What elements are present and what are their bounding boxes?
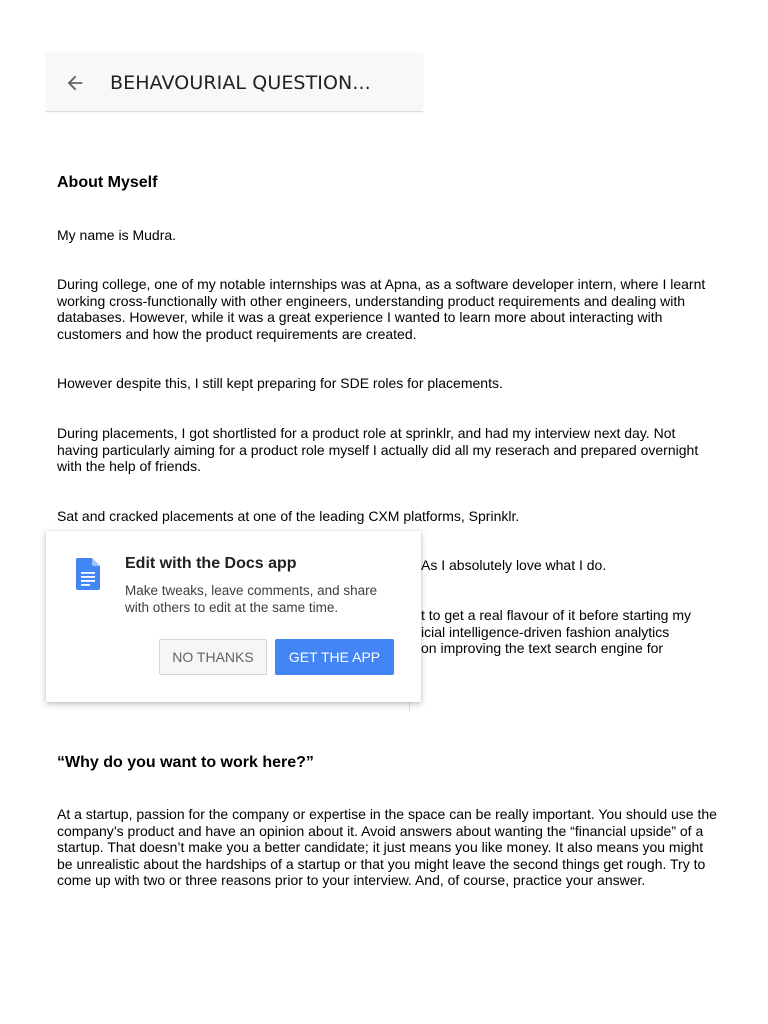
paragraph: Sat and cracked placements at one of the leading CXM platforms, Sprinklr. — [57, 508, 520, 524]
no-thanks-button[interactable]: NO THANKS — [159, 639, 267, 675]
paragraph-partial-line: t to get a real flavour of it before starting my — [421, 607, 692, 623]
paragraph: At a startup, passion for the company or expertise in the space can be really important. You should use the company’s product and have an opinion about it. Avoid answers about wanting the “financial upside” of a startup. That doesn’t make you a better candidate; it just means you like money. It also means you might be unrealistic about the hardships of a startup or that you might leave the second things get rough. Try to come up with two or three reasons prior to your interview. And, of course, practice your answer. — [57, 806, 717, 888]
paragraph-partial: As I absolutely love what I do. — [421, 557, 607, 573]
paragraph: However despite this, I still kept preparing for SDE roles for placements. — [57, 375, 503, 391]
paragraph: During placements, I got shortlisted for a product role at sprinklr, and had my interview next day. Not having particularly aiming for a product role myself I actually did all my reserach and prepared overnight with the help of friends. — [57, 425, 699, 474]
paragraph: During college, one of my notable internships was at Apna, as a software developer intern, where I learnt working cross-functionally with other engineers, understanding product requirements and dealing with databases. However, while it was a great experience I wanted to learn more about interacting with customers and how the product requirements are created. — [57, 276, 706, 342]
back-arrow-icon[interactable] — [64, 72, 86, 94]
promo-description: Make tweaks, leave comments, and share with others to edit at the same time. — [125, 583, 378, 615]
paragraph-partial-line: on improving the text search engine for — [421, 640, 664, 656]
paragraph-partial-line: icial intelligence-driven fashion analytics — [421, 624, 670, 640]
docs-icon — [76, 558, 100, 590]
document-title: BEHAVOURIAL QUESTION... — [110, 72, 371, 94]
paragraph: My name is Mudra. — [57, 227, 177, 243]
heading-why-work-here: “Why do you want to work here?” — [57, 754, 314, 771]
heading-about-myself: About Myself — [57, 174, 158, 191]
docs-app-promo-card — [46, 531, 421, 702]
promo-title: Edit with the Docs app — [125, 555, 297, 572]
app-bar — [46, 53, 423, 112]
get-the-app-button[interactable]: GET THE APP — [275, 639, 394, 675]
